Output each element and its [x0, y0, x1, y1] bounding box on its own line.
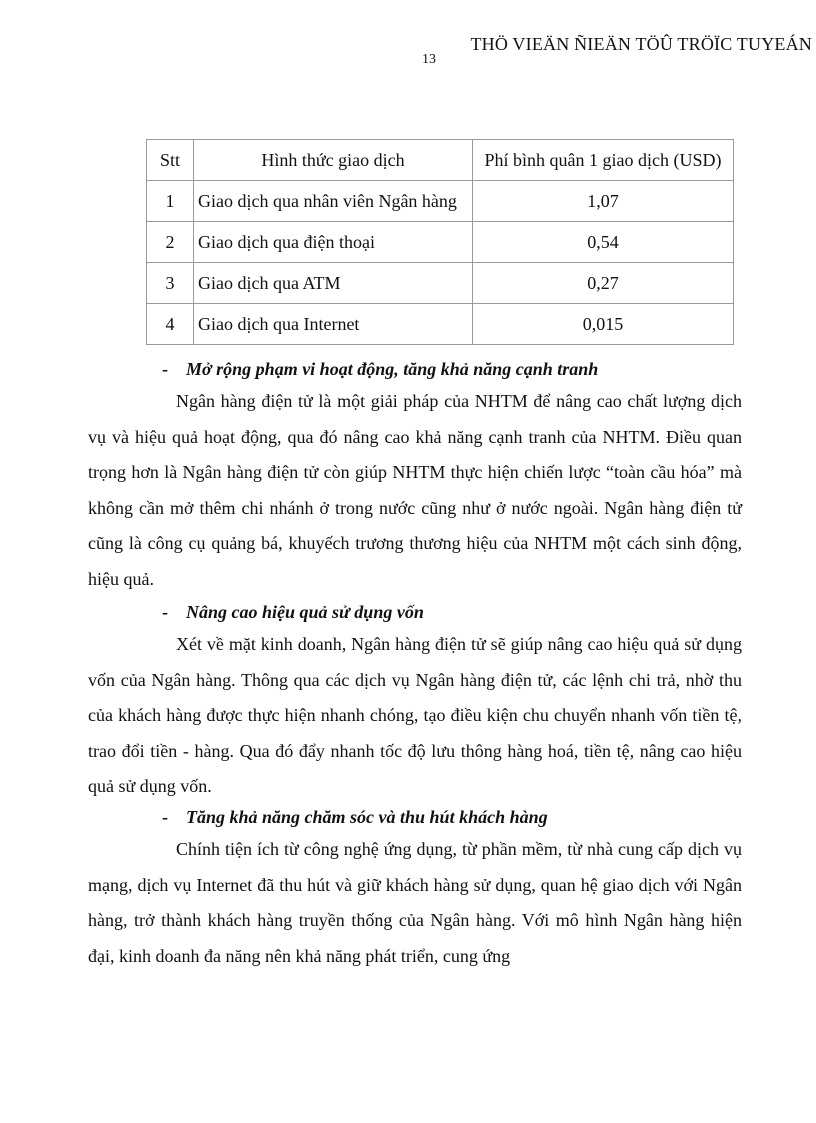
section-heading — [88, 597, 742, 627]
section-paragraph: Chính tiện ích từ công nghệ ứng dụng, từ phần mềm, từ nhà cung cấp dịch vụ mạng, dịch vụ Internet đã thu hút và giữ khách hàng sử dụng, quan hệ giao dịch với Ngân hàng, trở thành khách hàng truyền thống của Ngân hàng. Với mô hình Ngân hàng hiện đại, kinh doanh đa năng nên khả năng phát triển, cung ứng — [88, 839, 742, 966]
cell-stt: 4 — [147, 304, 194, 345]
cell-fee: 1,07 — [473, 181, 734, 222]
table-row — [147, 304, 734, 345]
bullet-dash: - — [162, 359, 168, 379]
section-heading — [88, 802, 742, 832]
cell-fee: 0,015 — [473, 304, 734, 345]
cell-stt: 3 — [147, 263, 194, 304]
cell-stt: 2 — [147, 222, 194, 263]
cell-fee: 0,27 — [473, 263, 734, 304]
table-row — [147, 263, 734, 304]
section-capital-efficiency — [88, 597, 742, 805]
table-row — [147, 222, 734, 263]
cell-method: Giao dịch qua ATM — [194, 263, 473, 304]
cell-stt: 1 — [147, 181, 194, 222]
section-heading — [88, 354, 742, 384]
transaction-fee-table — [146, 139, 734, 345]
page-number: 13 — [422, 52, 436, 67]
section-heading-text: Mở rộng phạm vi hoạt động, tăng khả năng cạnh tranh — [186, 359, 599, 379]
section-heading-text: Tăng khả năng chăm sóc và thu hút khách hàng — [186, 807, 548, 827]
bullet-dash: - — [162, 807, 168, 827]
column-header-method: Hình thức giao dịch — [194, 140, 473, 181]
table-row — [147, 181, 734, 222]
column-header-fee: Phí bình quân 1 giao dịch (USD) — [473, 140, 734, 181]
section-paragraph: Xét về mặt kinh doanh, Ngân hàng điện tử sẽ giúp nâng cao hiệu quả sử dụng vốn của Ngân hàng. Thông qua các dịch vụ Ngân hàng điện tử, các lệnh chi trả, nhờ thu của khách hàng được thực hiện nhanh chóng, tạo điều kiện chu chuyển nhanh vốn tiền tệ, trao đổi tiền - hàng. Qua đó đẩy nhanh tốc độ lưu thông hàng hoá, tiền tệ, nâng cao hiệu quả sử dụng vốn. — [88, 634, 742, 796]
cell-fee: 0,54 — [473, 222, 734, 263]
section-heading-text: Nâng cao hiệu quả sử dụng vốn — [186, 602, 424, 622]
section-paragraph: Ngân hàng điện tử là một giải pháp của NHTM để nâng cao chất lượng dịch vụ và hiệu quả hoạt động, qua đó nâng cao khả năng cạnh tranh của NHTM. Điều quan trọng hơn là Ngân hàng điện tử còn giúp NHTM thực hiện chiến lược “toàn cầu hóa” mà không cần mở thêm chi nhánh ở trong nước cũng như ở nước ngoài. Ngân hàng điện tử cũng là công cụ quảng bá, khuyếch trương thương hiệu của NHTM một cách sinh động, hiệu quả. — [88, 391, 742, 589]
cell-method: Giao dịch qua điện thoại — [194, 222, 473, 263]
column-header-stt: Stt — [147, 140, 194, 181]
bullet-dash: - — [162, 602, 168, 622]
cell-method: Giao dịch qua Internet — [194, 304, 473, 345]
table-header-row — [147, 140, 734, 181]
section-expand-scope — [88, 354, 742, 597]
library-watermark: THÖ VIEÄN ÑIEÄN TÖÛ TRÖÏC TUYEÁN — [470, 34, 812, 54]
cell-method: Giao dịch qua nhân viên Ngân hàng — [194, 181, 473, 222]
section-customer-care — [88, 802, 742, 974]
